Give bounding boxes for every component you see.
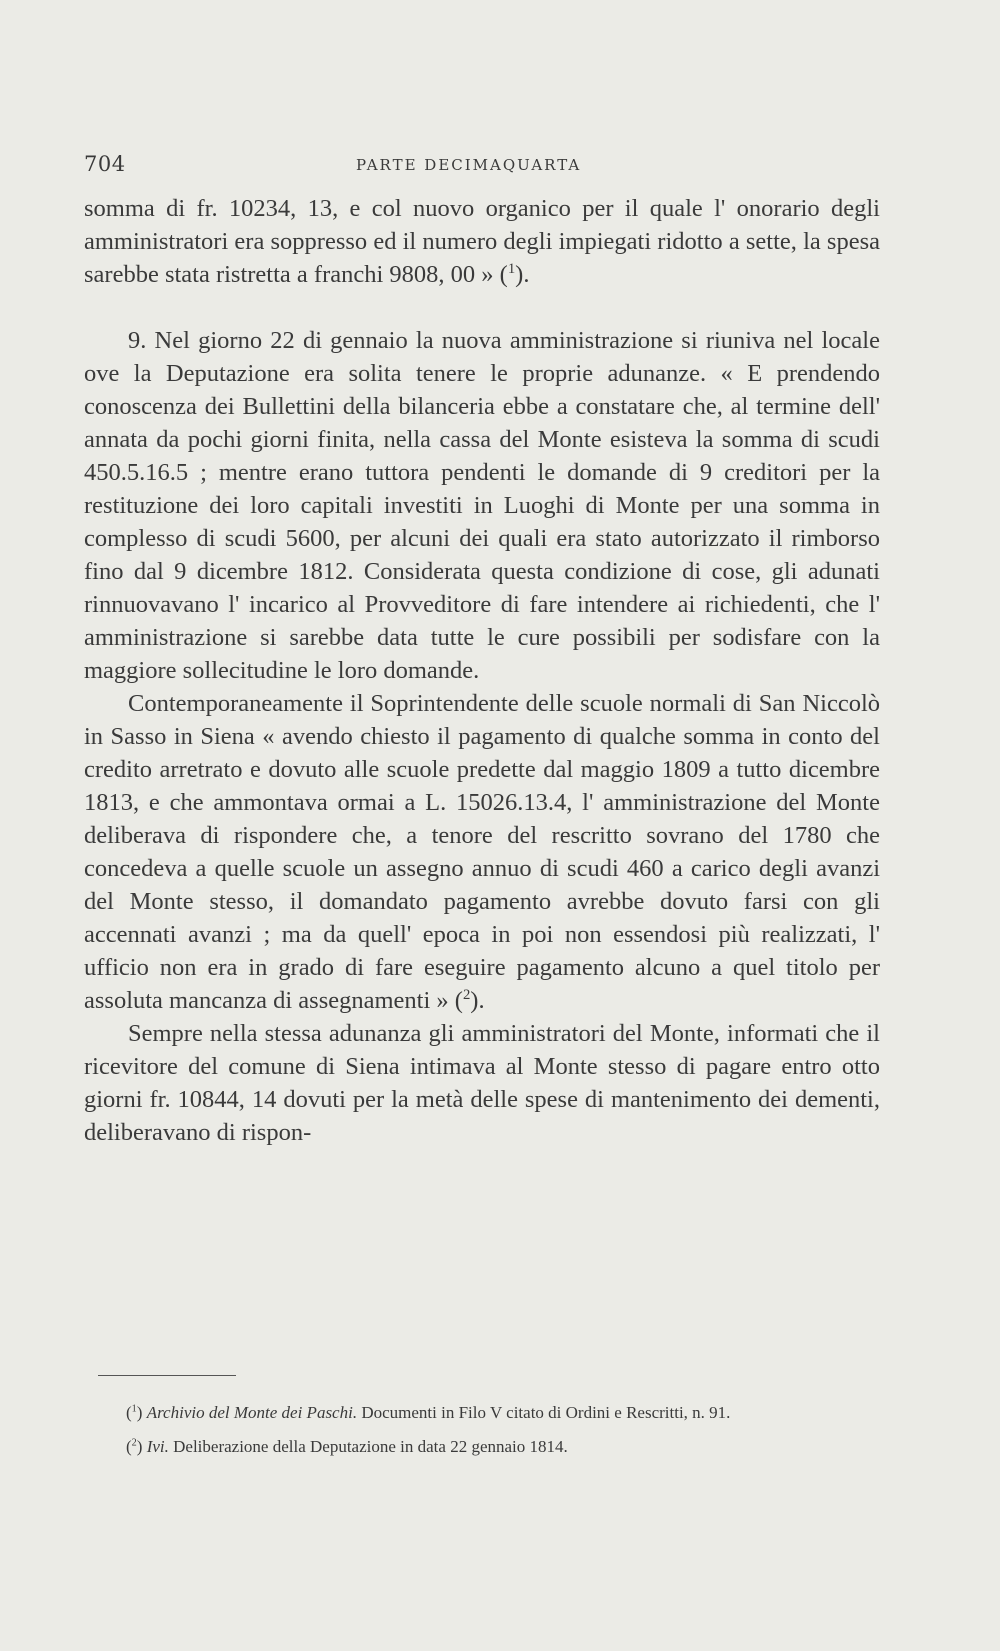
page-number: 704 [84, 152, 126, 176]
footnote-text: Deliberazione della Deputazione in data 22 gennaio 1814. [168, 1437, 568, 1456]
footnote-divider [98, 1375, 236, 1376]
running-head: PARTE DECIMAQUARTA [356, 156, 582, 174]
footnote: ($^2$) Ivi. Deliberazione della Deputazione in data 22 gennaio 1814. [126, 1437, 568, 1456]
footnote-ref: 2 [462, 986, 471, 1003]
body-text [84, 192, 880, 1149]
paragraph-end: ). [515, 261, 530, 288]
paragraph-text: Contemporaneamente il Soprintendente delle scuole normali di San Niccolò in Sasso in Siena « avendo chiesto il pagamento di qualche somma in conto del credito arretrato e dovuto alle scuole predette dal maggio 1809 a tutto dicembre 1813, e che ammontava ormai a L. 15026.13.4, l' amministrazione del Monte deliberava di rispondere che, a tenore del rescritto sovrano del 1780 che concedeva a quelle scuole un assegno annuo di scudi 460 a carico degli avanzi del Monte stesso, il domandato pagamento avrebbe dovuto farsi con gli accennati avanzi ; ma da quell' epoca in poi non essendosi più realizzati, l' ufficio non era in grado di fare eseguire pagamento alcuno a quel titolo per assoluta mancanza di assegnamenti » ( [84, 690, 880, 1014]
footnotes [84, 1400, 880, 1460]
footnote-source: Archivio del Monte dei Paschi. [146, 1403, 358, 1422]
footnote-mark: 2 [131, 1437, 137, 1449]
paragraph-text: somma di fr. 10234, 13, e col nuovo organico per il quale l' onorario degli amministratori era soppresso ed il numero degli impiegati ridotto a sette, la spesa sarebbe stata ristretta a franchi 9808, 00 » ( [84, 195, 880, 288]
footnote-ref: 1 [507, 260, 516, 277]
footnote-text: Documenti in Filo V citato di Ordini e Rescritti, n. 91. [357, 1403, 731, 1422]
page-header [84, 152, 880, 182]
paragraph: 9. Nel giorno 22 di gennaio la nuova amministrazione si riuniva nel locale ove la Deputazione era solita tenere le proprie adunanze. « E prendendo conoscenza dei Bullettini della bilanceria ebbe a constatare che, al termine dell' annata da pochi giorni finita, nella cassa del Monte esisteva la somma di scudi 450.5.16.5 ; mentre erano tuttora pendenti le domande di 9 creditori per la restituzione dei loro capitali investiti in Luoghi di Monte per una somma in complesso di scudi 5600, per alcuni dei quali era stato autorizzato il rimborso fino dal 9 dicembre 1812. Considerata questa condizione di cose, gli adunati rinnuovavano l' incarico al Provveditore di fare intendere ai richiedenti, che l' amministrazione si sarebbe data tutte le cure possibili per sodisfare con la maggiore sollecitudine le loro domande. [84, 327, 880, 684]
paragraph-end: ). [470, 987, 485, 1014]
footnote-source: Ivi. [146, 1437, 169, 1456]
paragraph: Sempre nella stessa adunanza gli amministratori del Monte, informati che il ricevitore del comune di Siena intimava al Monte stesso di pagare entro otto giorni fr. 10844, 14 dovuti per la metà delle spese di mantenimento dei dementi, deliberavano di rispon- [84, 1020, 880, 1146]
paragraph [84, 687, 880, 1017]
paragraph [84, 192, 880, 291]
footnote: ($^1$) Archivio del Monte dei Paschi. Documenti in Filo V citato di Ordini e Rescritti, n. 91. [126, 1403, 731, 1422]
footnote-mark: 1 [131, 1403, 137, 1415]
